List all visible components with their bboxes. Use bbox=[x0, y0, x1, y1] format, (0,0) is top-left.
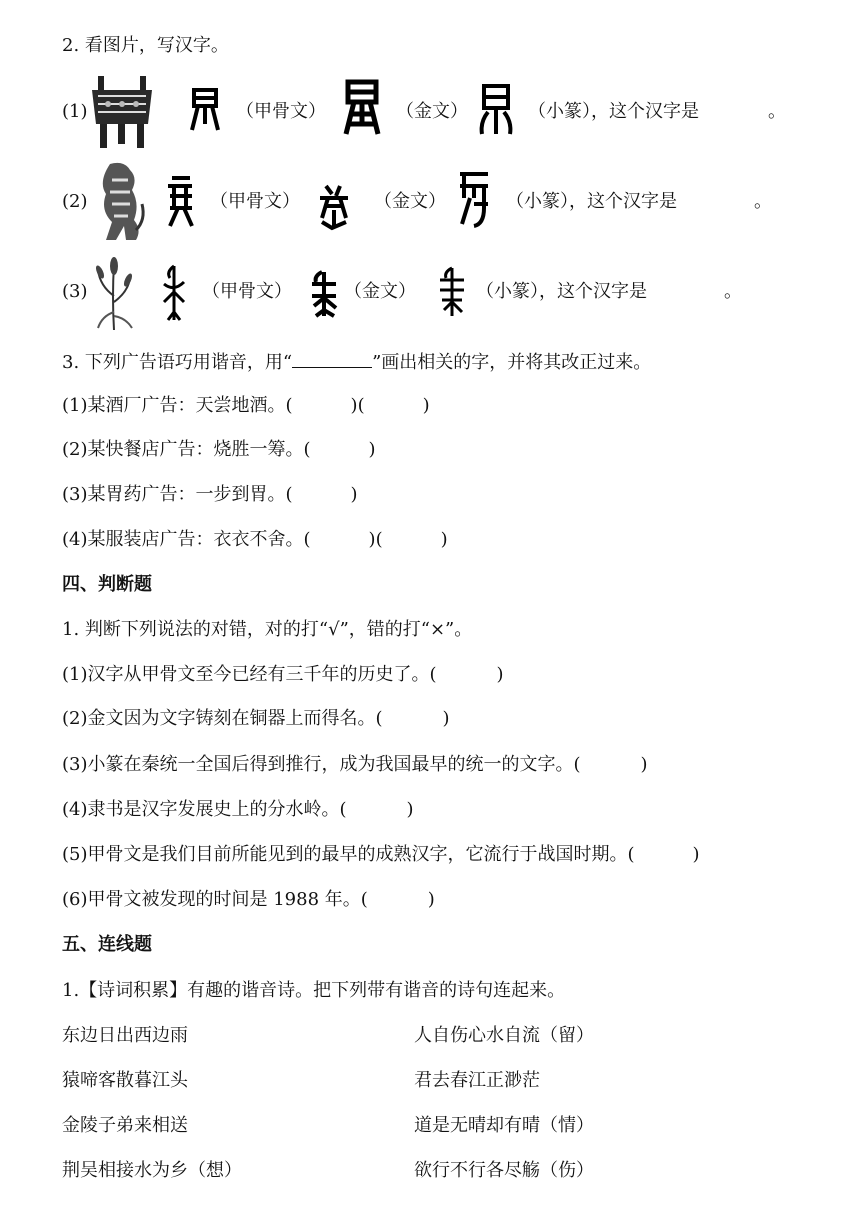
poem-right-1[interactable]: 人自伤心水自流（留） bbox=[414, 1025, 594, 1046]
bronze-label: （金文） bbox=[344, 281, 416, 302]
section4-instruction: 1. 判断下列说法的对错，对的打“√”，错的打“×”。 bbox=[62, 619, 473, 640]
item-number: (2) bbox=[62, 191, 88, 212]
paren-close: ) bbox=[406, 799, 414, 820]
q3-item-2 bbox=[62, 438, 376, 462]
wheat-picture bbox=[92, 256, 136, 332]
judge-item-text: (6)甲骨文被发现的时间是 1988 年。( bbox=[62, 889, 368, 910]
paren-close: ) bbox=[496, 664, 504, 685]
oracle-bone-label: （甲骨文） bbox=[210, 191, 300, 212]
judge-item-4 bbox=[62, 798, 414, 822]
paren-close: ) bbox=[440, 529, 448, 550]
q3-heading-pre: 3. 下列广告语巧用谐音，用“ bbox=[62, 352, 293, 373]
bronze-label: （金文） bbox=[374, 191, 446, 212]
seal-label: （小篆），这个汉字是 bbox=[476, 281, 647, 302]
grain-seal-glyph bbox=[434, 266, 470, 320]
ding-bronze-glyph bbox=[342, 78, 382, 140]
oracle-bone-label: （甲骨文） bbox=[236, 101, 326, 122]
paren-close: ) bbox=[422, 395, 430, 416]
item-end-period: 。 bbox=[768, 101, 786, 122]
tiger-seal-glyph bbox=[454, 168, 494, 230]
judge-item-text: (2)金文因为文字铸刻在铜器上而得名。( bbox=[62, 708, 383, 729]
q3-heading-post: ”画出相关的字，并将其改正过来。 bbox=[372, 352, 652, 373]
poem-right-4[interactable]: 欲行不行各尽觞（伤） bbox=[414, 1160, 594, 1181]
ding-oracle-glyph bbox=[188, 84, 222, 136]
paren-close: ) bbox=[640, 754, 648, 775]
seal-label: （小篆），这个汉字是 bbox=[528, 101, 699, 122]
tiger-picture bbox=[90, 160, 148, 244]
q2-heading: 2. 看图片，写汉字。 bbox=[62, 35, 229, 56]
q3-item-4 bbox=[62, 528, 448, 552]
q3-item-1 bbox=[62, 394, 430, 418]
grain-bronze-glyph bbox=[306, 268, 342, 320]
paren-open: ( bbox=[375, 529, 383, 550]
grain-oracle-glyph bbox=[160, 262, 188, 324]
judge-item-3 bbox=[62, 753, 648, 777]
q3-item-text: (4)某服装店广告：衣衣不舍。( bbox=[62, 529, 311, 550]
paren-close: ) bbox=[368, 439, 376, 460]
q3-item-3 bbox=[62, 483, 358, 507]
tiger-oracle-glyph bbox=[164, 174, 196, 230]
judge-item-text: (1)汉字从甲骨文至今已经有三千年的历史了。( bbox=[62, 664, 437, 685]
seal-label: （小篆），这个汉字是 bbox=[506, 191, 677, 212]
q3-item-text: (3)某胃药广告：一步到胃。( bbox=[62, 484, 293, 505]
tiger-bronze-glyph bbox=[316, 182, 352, 232]
q3-heading bbox=[62, 349, 651, 375]
q3-item-text: (2)某快餐店广告：烧胜一筹。( bbox=[62, 439, 311, 460]
paren-close: ) bbox=[442, 708, 450, 729]
poem-right-3[interactable]: 道是无晴却有晴（情） bbox=[414, 1115, 594, 1136]
item-number: (1) bbox=[62, 101, 88, 122]
q3-item-text: (1)某酒厂广告：天尝地酒。( bbox=[62, 395, 293, 416]
poem-left-1[interactable]: 东边日出西边雨 bbox=[62, 1025, 188, 1046]
judge-item-1 bbox=[62, 663, 504, 687]
poem-left-2[interactable]: 猿啼客散暮江头 bbox=[62, 1070, 188, 1091]
paren-close: ) bbox=[692, 844, 700, 865]
ding-seal-glyph bbox=[476, 82, 516, 138]
poem-right-2[interactable]: 君去春江正渺茫 bbox=[414, 1070, 540, 1091]
judge-item-2 bbox=[62, 707, 450, 731]
ding-cauldron-picture bbox=[88, 74, 156, 150]
bronze-label: （金文） bbox=[396, 101, 468, 122]
underline-sample bbox=[292, 349, 372, 368]
section4-title: 四、判断题 bbox=[62, 574, 152, 595]
judge-item-6 bbox=[62, 888, 435, 912]
oracle-bone-label: （甲骨文） bbox=[202, 281, 292, 302]
section5-instruction: 1.【诗词积累】有趣的谐音诗。把下列带有谐音的诗句连起来。 bbox=[62, 980, 566, 1001]
paren-open: ( bbox=[357, 395, 365, 416]
section5-title: 五、连线题 bbox=[62, 934, 152, 955]
paren-close: ) bbox=[350, 484, 358, 505]
judge-item-text: (3)小篆在秦统一全国后得到推行，成为我国最早的统一的文字。( bbox=[62, 754, 581, 775]
judge-item-text: (5)甲骨文是我们目前所能见到的最早的成熟汉字，它流行于战国时期。( bbox=[62, 844, 635, 865]
judge-item-text: (4)隶书是汉字发展史上的分水岭。( bbox=[62, 799, 347, 820]
judge-item-5 bbox=[62, 843, 700, 867]
poem-left-4[interactable]: 荆吴相接水为乡（想） bbox=[62, 1160, 242, 1181]
poem-left-3[interactable]: 金陵子弟来相送 bbox=[62, 1115, 188, 1136]
item-number: (3) bbox=[62, 281, 88, 302]
paren-close: ) bbox=[368, 529, 376, 550]
paren-close: ) bbox=[427, 889, 435, 910]
paren-close: ) bbox=[350, 395, 358, 416]
item-end-period: 。 bbox=[724, 281, 742, 302]
item-end-period: 。 bbox=[754, 191, 772, 212]
